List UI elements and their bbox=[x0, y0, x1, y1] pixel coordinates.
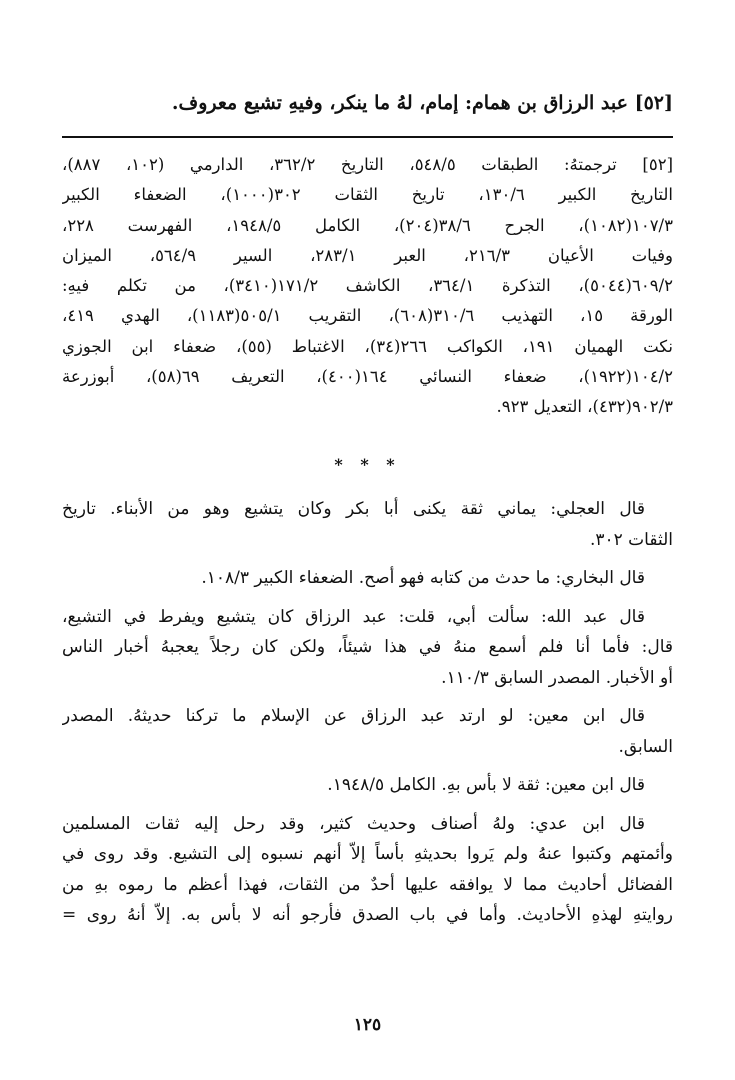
paragraph-abdullah bbox=[62, 602, 673, 694]
paragraph-line: قال عبد الله: سألت أبي، قلت: عبد الرزاق كان يتشيع ويفرط في التشيع، bbox=[62, 606, 645, 627]
paragraph-line: الفضائل أحاديث مما لا يوافقه عليها أحدٌ من الثقات، فهذا أعظم ما رموه بهِ من bbox=[62, 874, 673, 895]
paragraph-bukhari bbox=[62, 563, 673, 594]
heading-divider bbox=[62, 136, 673, 138]
paragraph-line: روايتهِ لهذهِ الأحاديث. وأما في باب الصدق فأرجو أنه لا بأس به. إلاّ أنهُ روى = bbox=[62, 905, 673, 925]
paragraph-line: أو الأخبار. المصدر السابق ١١٠/٣. bbox=[441, 667, 673, 688]
main-text bbox=[62, 494, 673, 939]
paragraph-ibn-maeen-1 bbox=[62, 701, 673, 762]
paragraph-line: الثقات ٣٠٢. bbox=[589, 529, 673, 550]
footnote-line: ٩٠٢/٣(٤٣٢)، التعديل ٩٢٣. bbox=[496, 397, 673, 417]
entry-heading: [٥٢] عبد الرزاق بن همام: إمام، لهُ ما ينكر، وفيهِ تشيع معروف. bbox=[171, 92, 673, 114]
paragraph-line: وأئمتهم وكتبوا عنهُ ولم يَروا بحديثهِ بأساً إلاّ أنهم نسبوه إلى التشيع. وقد روى في bbox=[62, 844, 673, 864]
paragraph-line: قال ابن معين: لو ارتد عبد الرزاق عن الإسلام ما تركنا حديثهُ. المصدر bbox=[62, 706, 645, 726]
paragraph-line: قال: فأما أنا فلم أسمع منهُ في هذا شيئاً، ولكن كان رجلاً يعجبهُ أخبار الناس bbox=[62, 637, 673, 657]
paragraph-line: قال البخاري: ما حدث من كتابه فهو أصح. الضعفاء الكبير ١٠٨/٣. bbox=[201, 568, 645, 588]
paragraph-line: قال العجلي: يماني ثقة يكنى أبا بكر وكان يتشيع وهو من الأبناء. تاريخ bbox=[62, 499, 645, 519]
footnote-line: ٦٠٩/٢(٥٠٤٤)، التذكرة ٣٦٤/١، الكاشف ١٧١/٢(٣٤١٠)، من تكلم فيهِ: bbox=[62, 276, 673, 296]
footnote-line: [٥٢] ترجمتهُ: الطبقات ٥٤٨/٥، التاريخ ٣٦٢/٢، الدارمي (١٠٢، ٨٨٧)، bbox=[62, 155, 673, 174]
paragraph-ibn-maeen-2 bbox=[62, 770, 673, 801]
footnote-line: التاريخ الكبير ١٣٠/٦، تاريخ الثقات ٣٠٢(١٠٠٠)، الضعفاء الكبير bbox=[62, 185, 673, 205]
paragraph-line: السابق. bbox=[618, 736, 673, 757]
paragraph-ibn-adi bbox=[62, 809, 673, 931]
footnote-line: نكت الهميان ١٩١، الكواكب ٢٦٦(٣٤)، الاغتباط (٥٥)، ضعفاء ابن الجوزي bbox=[62, 336, 673, 356]
paragraph-ijli bbox=[62, 494, 673, 555]
paragraph-line: قال ابن معين: ثقة لا بأس بهِ. الكامل ١٩٤٨/٥. bbox=[327, 775, 645, 795]
footnote-line: وفيات الأعيان ٢١٦/٣، العبر ٢٨٣/١، السير ٥٦٤/٩، الميزان bbox=[62, 245, 673, 265]
section-separator: * * * bbox=[334, 455, 401, 474]
paragraph-line: قال ابن عدي: ولهُ أصناف وحديث كثير، وقد رحل إليه ثقات المسلمين bbox=[62, 813, 645, 834]
footnote-block bbox=[62, 150, 673, 423]
page-number: ١٢٥ bbox=[353, 1015, 382, 1035]
footnote-line: ١٠٤/٢(١٩٢٢)، ضعفاء النسائي ١٦٤(٤٠٠)، التعريف ٦٩(٥٨)، أبوزرعة bbox=[62, 367, 673, 387]
footnote-line: الورقة ١٥، التهذيب ٣١٠/٦(٦٠٨)، التقريب ٥٠٥/١(١١٨٣)، الهدي ٤١٩، bbox=[62, 306, 673, 326]
footnote-line: ١٠٧/٣(١٠٨٢)، الجرح ٣٨/٦(٢٠٤)، الكامل ١٩٤٨/٥، الفهرست ٢٢٨، bbox=[62, 215, 673, 235]
